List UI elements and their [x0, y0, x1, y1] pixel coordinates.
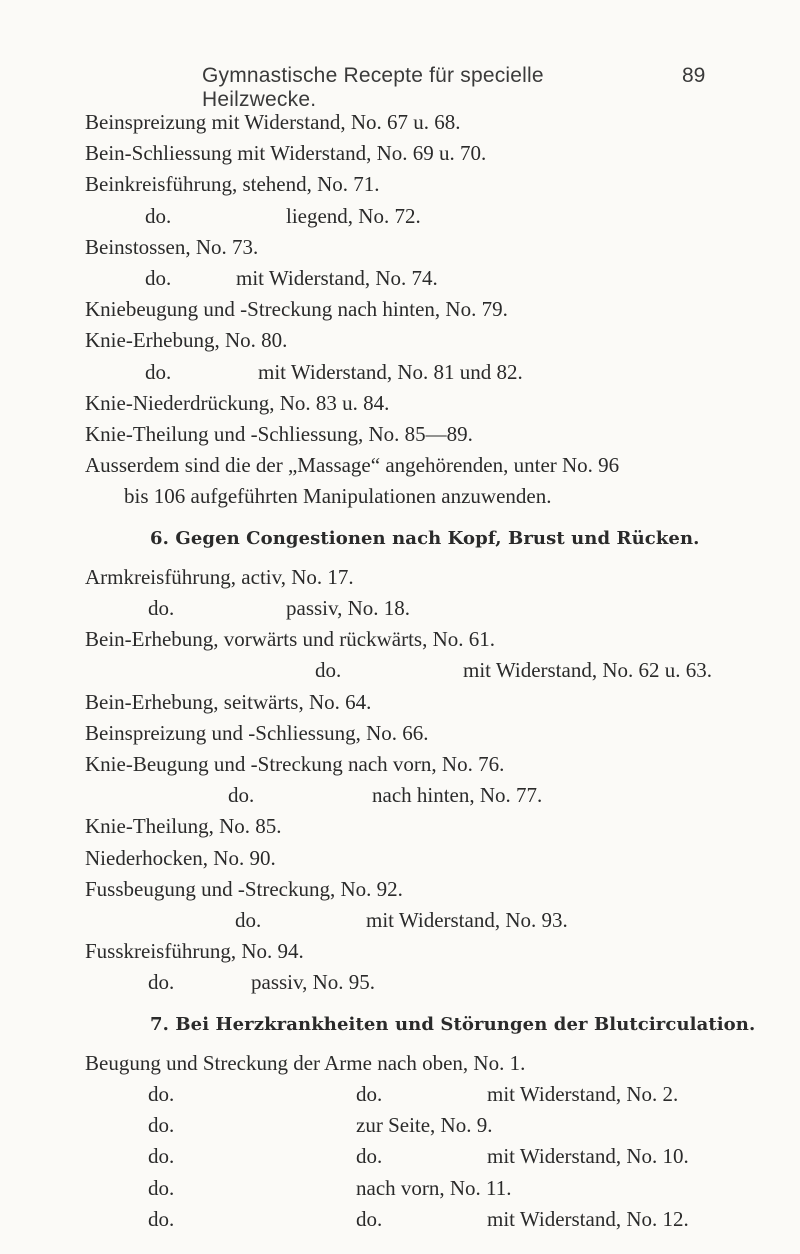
- entry-line: passiv, No. 95.: [251, 970, 376, 995]
- entry-line: nach vorn, No. 11.: [356, 1175, 512, 1200]
- entry-line: Bein-Erhebung, seitwärts, No. 64.: [85, 689, 372, 714]
- ditto-mark: do.: [148, 1206, 175, 1231]
- running-title: Gymnastische Recepte für specielle Heilzwecke.: [202, 64, 544, 111]
- entry-line: Beinstossen, No. 73.: [85, 234, 259, 259]
- ditto-mark: do.: [145, 359, 172, 384]
- entry-line: bis 106 aufgeführten Manipulationen anzuwenden.: [124, 484, 552, 509]
- section-heading: 6. Gegen Congestionen nach Kopf, Brust und Rücken.: [150, 527, 700, 549]
- entry-line: Bein-Schliessung mit Widerstand, No. 69 u. 70.: [85, 141, 487, 166]
- entry-line: Knie-Theilung und -Schliessung, No. 85—89.: [85, 422, 473, 446]
- section-heading: 7. Bei Herzkrankheiten und Störungen der Blutcirculation.: [150, 1013, 756, 1035]
- entry-line: Niederhocken, No. 90.: [85, 845, 276, 870]
- ditto-mark: do.: [356, 1082, 383, 1106]
- entry-line: mit Widerstand, No. 74.: [236, 266, 438, 290]
- entry-line: Kniebeugung und -Streckung nach hinten, No. 79.: [85, 297, 508, 322]
- ditto-mark: do.: [148, 1113, 175, 1138]
- ditto-mark: do.: [148, 1175, 175, 1200]
- entry-line: mit Widerstand, No. 10.: [487, 1144, 689, 1169]
- entry-line: zur Seite, No. 9.: [356, 1113, 493, 1138]
- ditto-mark: do.: [148, 596, 175, 620]
- ditto-mark: do.: [228, 783, 255, 808]
- ditto-mark: do.: [315, 658, 342, 683]
- entry-line: mit Widerstand, No. 81 und 82.: [258, 359, 523, 384]
- entry-line: Fussbeugung und -Streckung, No. 92.: [85, 876, 403, 901]
- entry-line: mit Widerstand, No. 93.: [366, 908, 568, 932]
- entry-line: mit Widerstand, No. 62 u. 63.: [463, 658, 712, 683]
- ditto-mark: do.: [148, 1144, 175, 1169]
- ditto-mark: do.: [356, 1144, 383, 1169]
- entry-line: Beinkreisführung, stehend, No. 71.: [85, 172, 380, 197]
- ditto-mark: do.: [145, 203, 172, 228]
- ditto-mark: do.: [356, 1206, 383, 1231]
- entry-line: Knie-Beugung und -Streckung nach vorn, No. 76.: [85, 752, 505, 776]
- ditto-mark: do.: [148, 1082, 175, 1106]
- page-number: 89: [682, 64, 706, 87]
- ditto-mark: do.: [145, 266, 172, 290]
- entry-line: Beinspreizung mit Widerstand, No. 67 u. 68.: [85, 110, 461, 134]
- entry-line: liegend, No. 72.: [286, 203, 421, 228]
- entry-line: Knie-Theilung, No. 85.: [85, 814, 282, 839]
- ditto-mark: do.: [235, 908, 262, 932]
- entry-line: mit Widerstand, No. 12.: [487, 1206, 689, 1231]
- ditto-mark: do.: [148, 970, 175, 995]
- entry-line: Ausserdem sind die der „Massage“ angehörenden, unter No. 96: [85, 453, 620, 478]
- entry-line: Armkreisführung, activ, No. 17.: [85, 564, 354, 589]
- entry-line: Bein-Erhebung, vorwärts und rückwärts, No. 61.: [85, 627, 495, 652]
- entry-line: nach hinten, No. 77.: [372, 783, 543, 808]
- entry-line: Knie-Erhebung, No. 80.: [85, 328, 288, 353]
- entry-line: Beinspreizung und -Schliessung, No. 66.: [85, 720, 429, 745]
- entry-line: Knie-Niederdrückung, No. 83 u. 84.: [85, 390, 390, 415]
- entry-line: mit Widerstand, No. 2.: [487, 1082, 679, 1106]
- entry-line: passiv, No. 18.: [286, 596, 411, 620]
- entry-line: Fusskreisführung, No. 94.: [85, 939, 304, 964]
- entry-line: Beugung und Streckung der Arme nach oben, No. 1.: [85, 1050, 526, 1075]
